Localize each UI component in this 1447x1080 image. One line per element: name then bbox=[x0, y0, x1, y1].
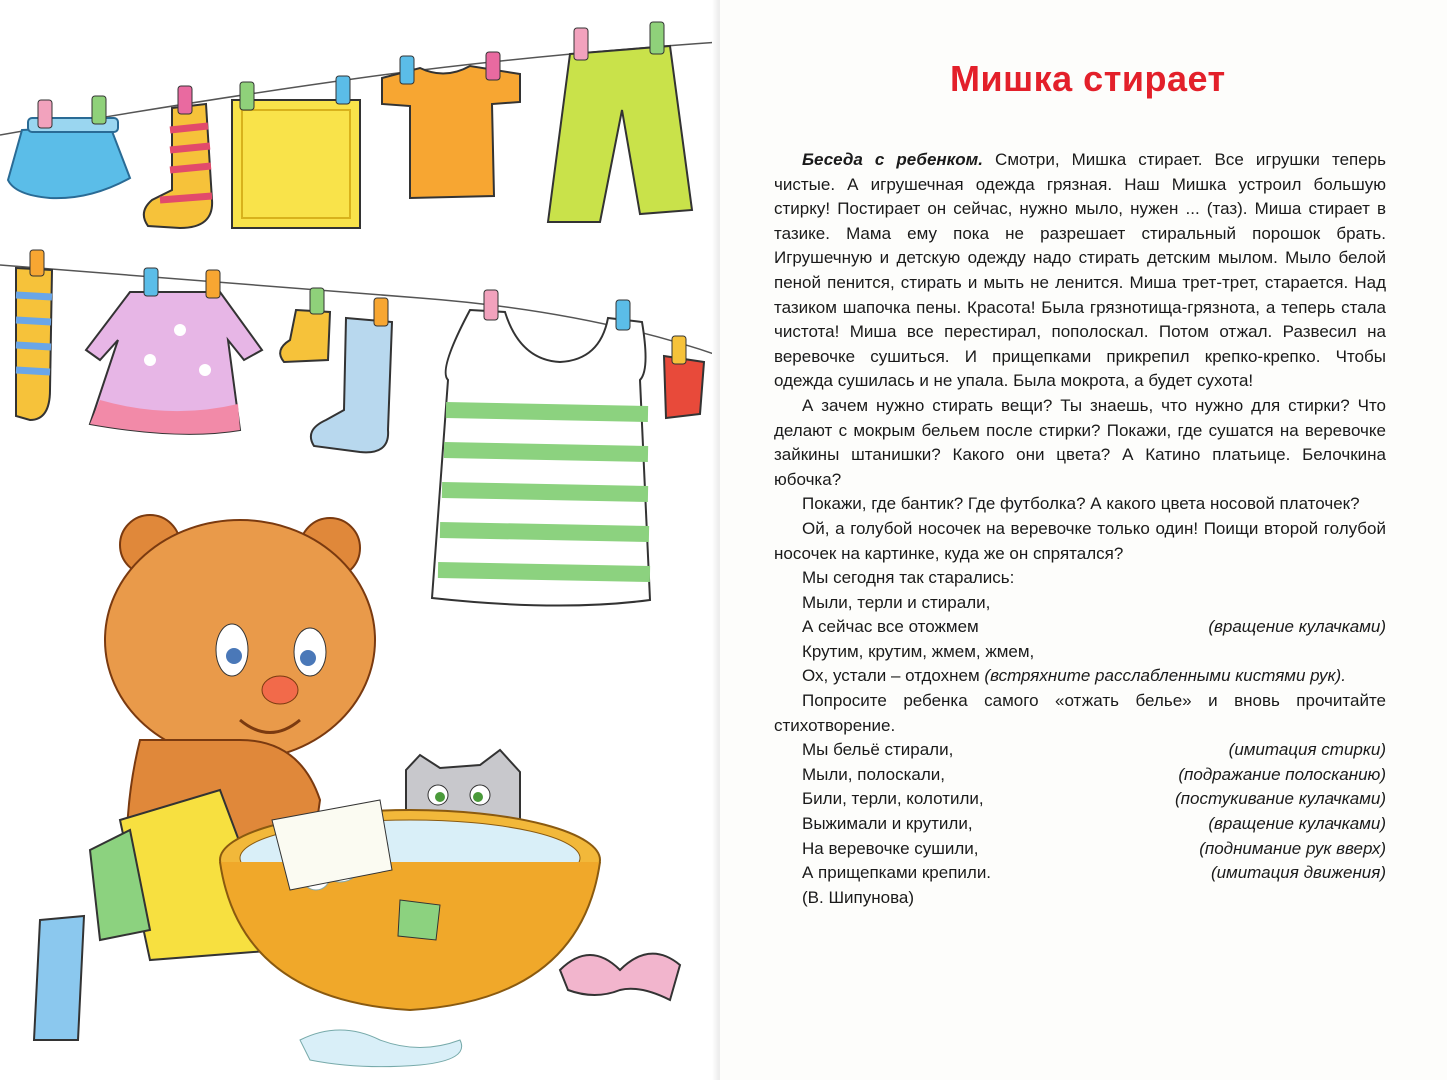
orange-tshirt-image bbox=[382, 52, 520, 198]
intro-paragraph bbox=[774, 148, 1386, 394]
striped-sock-2-image bbox=[16, 250, 52, 420]
striped-sock-image bbox=[144, 86, 212, 228]
verse-cue: (имитация стирки) bbox=[1228, 740, 1386, 760]
poem-2-line bbox=[774, 861, 1386, 886]
verse-text: А сейчас все отожмем bbox=[802, 617, 979, 637]
poem-1-line bbox=[774, 615, 1386, 640]
question-paragraph-2: Покажи, где бантик? Где футболка? А какого цвета носовой платочек? bbox=[802, 494, 1360, 514]
page-title: Мишка стирает bbox=[950, 58, 1226, 99]
verse-cue: (имитация движения) bbox=[1210, 863, 1386, 883]
striped-tanktop-image bbox=[432, 290, 650, 606]
wash-basin-image bbox=[220, 800, 600, 1010]
intro-text: Смотри, Мишка стирает. Все игрушки теперь чистые. А игрушечная одежда грязная. Наш Мишка устроил большую стирку! Постирает он сейчас, нужно мыло, нужен ... (таз). Миша стирает в тазике. Мама ему пока не разрешает стиральный порошок брать. Игрушечную и детскую одежду надо стирать детским мылом. Мыло белой пеной пенится, стирать и мыть не ленится. Миша трет-трет, старается. Над тазиком шапочка пены. Красота! Была грязнотища-грязнота, а теперь стала чистота! Миша все перестирал, пополоскал. Потом отжал. Развесил на веревочке сушиться. И прищепками прикрепил крепко-крепко. Чтобы одежда сушилась и не упала. Была мокрота, а будет сухота! bbox=[774, 150, 1386, 391]
blue-skirt-image bbox=[8, 96, 130, 198]
text-body bbox=[774, 148, 1386, 910]
poem-2-line bbox=[774, 837, 1386, 862]
verse-cue: (подражание полосканию) bbox=[1178, 764, 1386, 784]
pink-dress-image bbox=[86, 268, 262, 434]
intro-heading: Беседа с ребенком. bbox=[802, 150, 983, 169]
verse-text: Били, терли, колотили, bbox=[802, 789, 984, 809]
poem-1-line: Крутим, крутим, жмем, жмем, bbox=[802, 641, 1035, 661]
pink-bow-image bbox=[560, 954, 680, 1000]
yellow-towel-image bbox=[232, 76, 360, 228]
water-puddle-image bbox=[300, 1030, 462, 1067]
poem-1-line bbox=[774, 664, 1386, 689]
verse-cue: (поднимание рук вверх) bbox=[1199, 838, 1386, 858]
green-pants-image bbox=[548, 22, 692, 222]
verse-text: Мы бельё стирали, bbox=[802, 740, 954, 760]
verse-text: Выжимали и крутили, bbox=[802, 814, 973, 834]
question-paragraph-1: А зачем нужно стирать вещи? Ты знаешь, что нужно для стирки? Что делают с мокрым бельем после стирки? Покажи, где сушатся на веревочке зайкины штанишки? Какого они цвета? А Катино платьице. Белочкина юбочка? bbox=[774, 395, 1386, 489]
poem-1-line: Мыли, терли и стирали, bbox=[802, 592, 991, 612]
poem-2-line bbox=[774, 763, 1386, 788]
verse-cue: (встряхните расслабленными кистями рук). bbox=[984, 666, 1346, 686]
poem-2-line bbox=[774, 812, 1386, 837]
poem-author: (В. Шипунова) bbox=[802, 887, 915, 907]
verse-cue: (постукивание кулачками) bbox=[1175, 789, 1386, 809]
question-paragraph-3: Ой, а голубой носочек на веревочке только один! Поищи второй голубой носочек на картинке, куда же он спрятался? bbox=[774, 518, 1386, 563]
verse-text: Ох, устали – отдохнем bbox=[802, 666, 980, 686]
instruction-paragraph: Попросите ребенка самого «отжать белье» и вновь прочитайте стихотворение. bbox=[774, 691, 1386, 735]
verse-cue: (вращение кулачками) bbox=[1208, 617, 1386, 637]
verse-text: На веревочке сушили, bbox=[802, 838, 979, 858]
verse-cue: (вращение кулачками) bbox=[1208, 814, 1386, 834]
verse-text: А прищепками крепили. bbox=[802, 863, 992, 883]
verse-text: Мыли, полоскали, bbox=[802, 764, 945, 784]
poem-2-line bbox=[774, 787, 1386, 812]
poem-2-line bbox=[774, 738, 1386, 763]
small-sock-image bbox=[280, 288, 330, 362]
poem-1-line: Мы сегодня так старались: bbox=[802, 568, 1015, 588]
laundry-illustration bbox=[0, 0, 720, 1080]
